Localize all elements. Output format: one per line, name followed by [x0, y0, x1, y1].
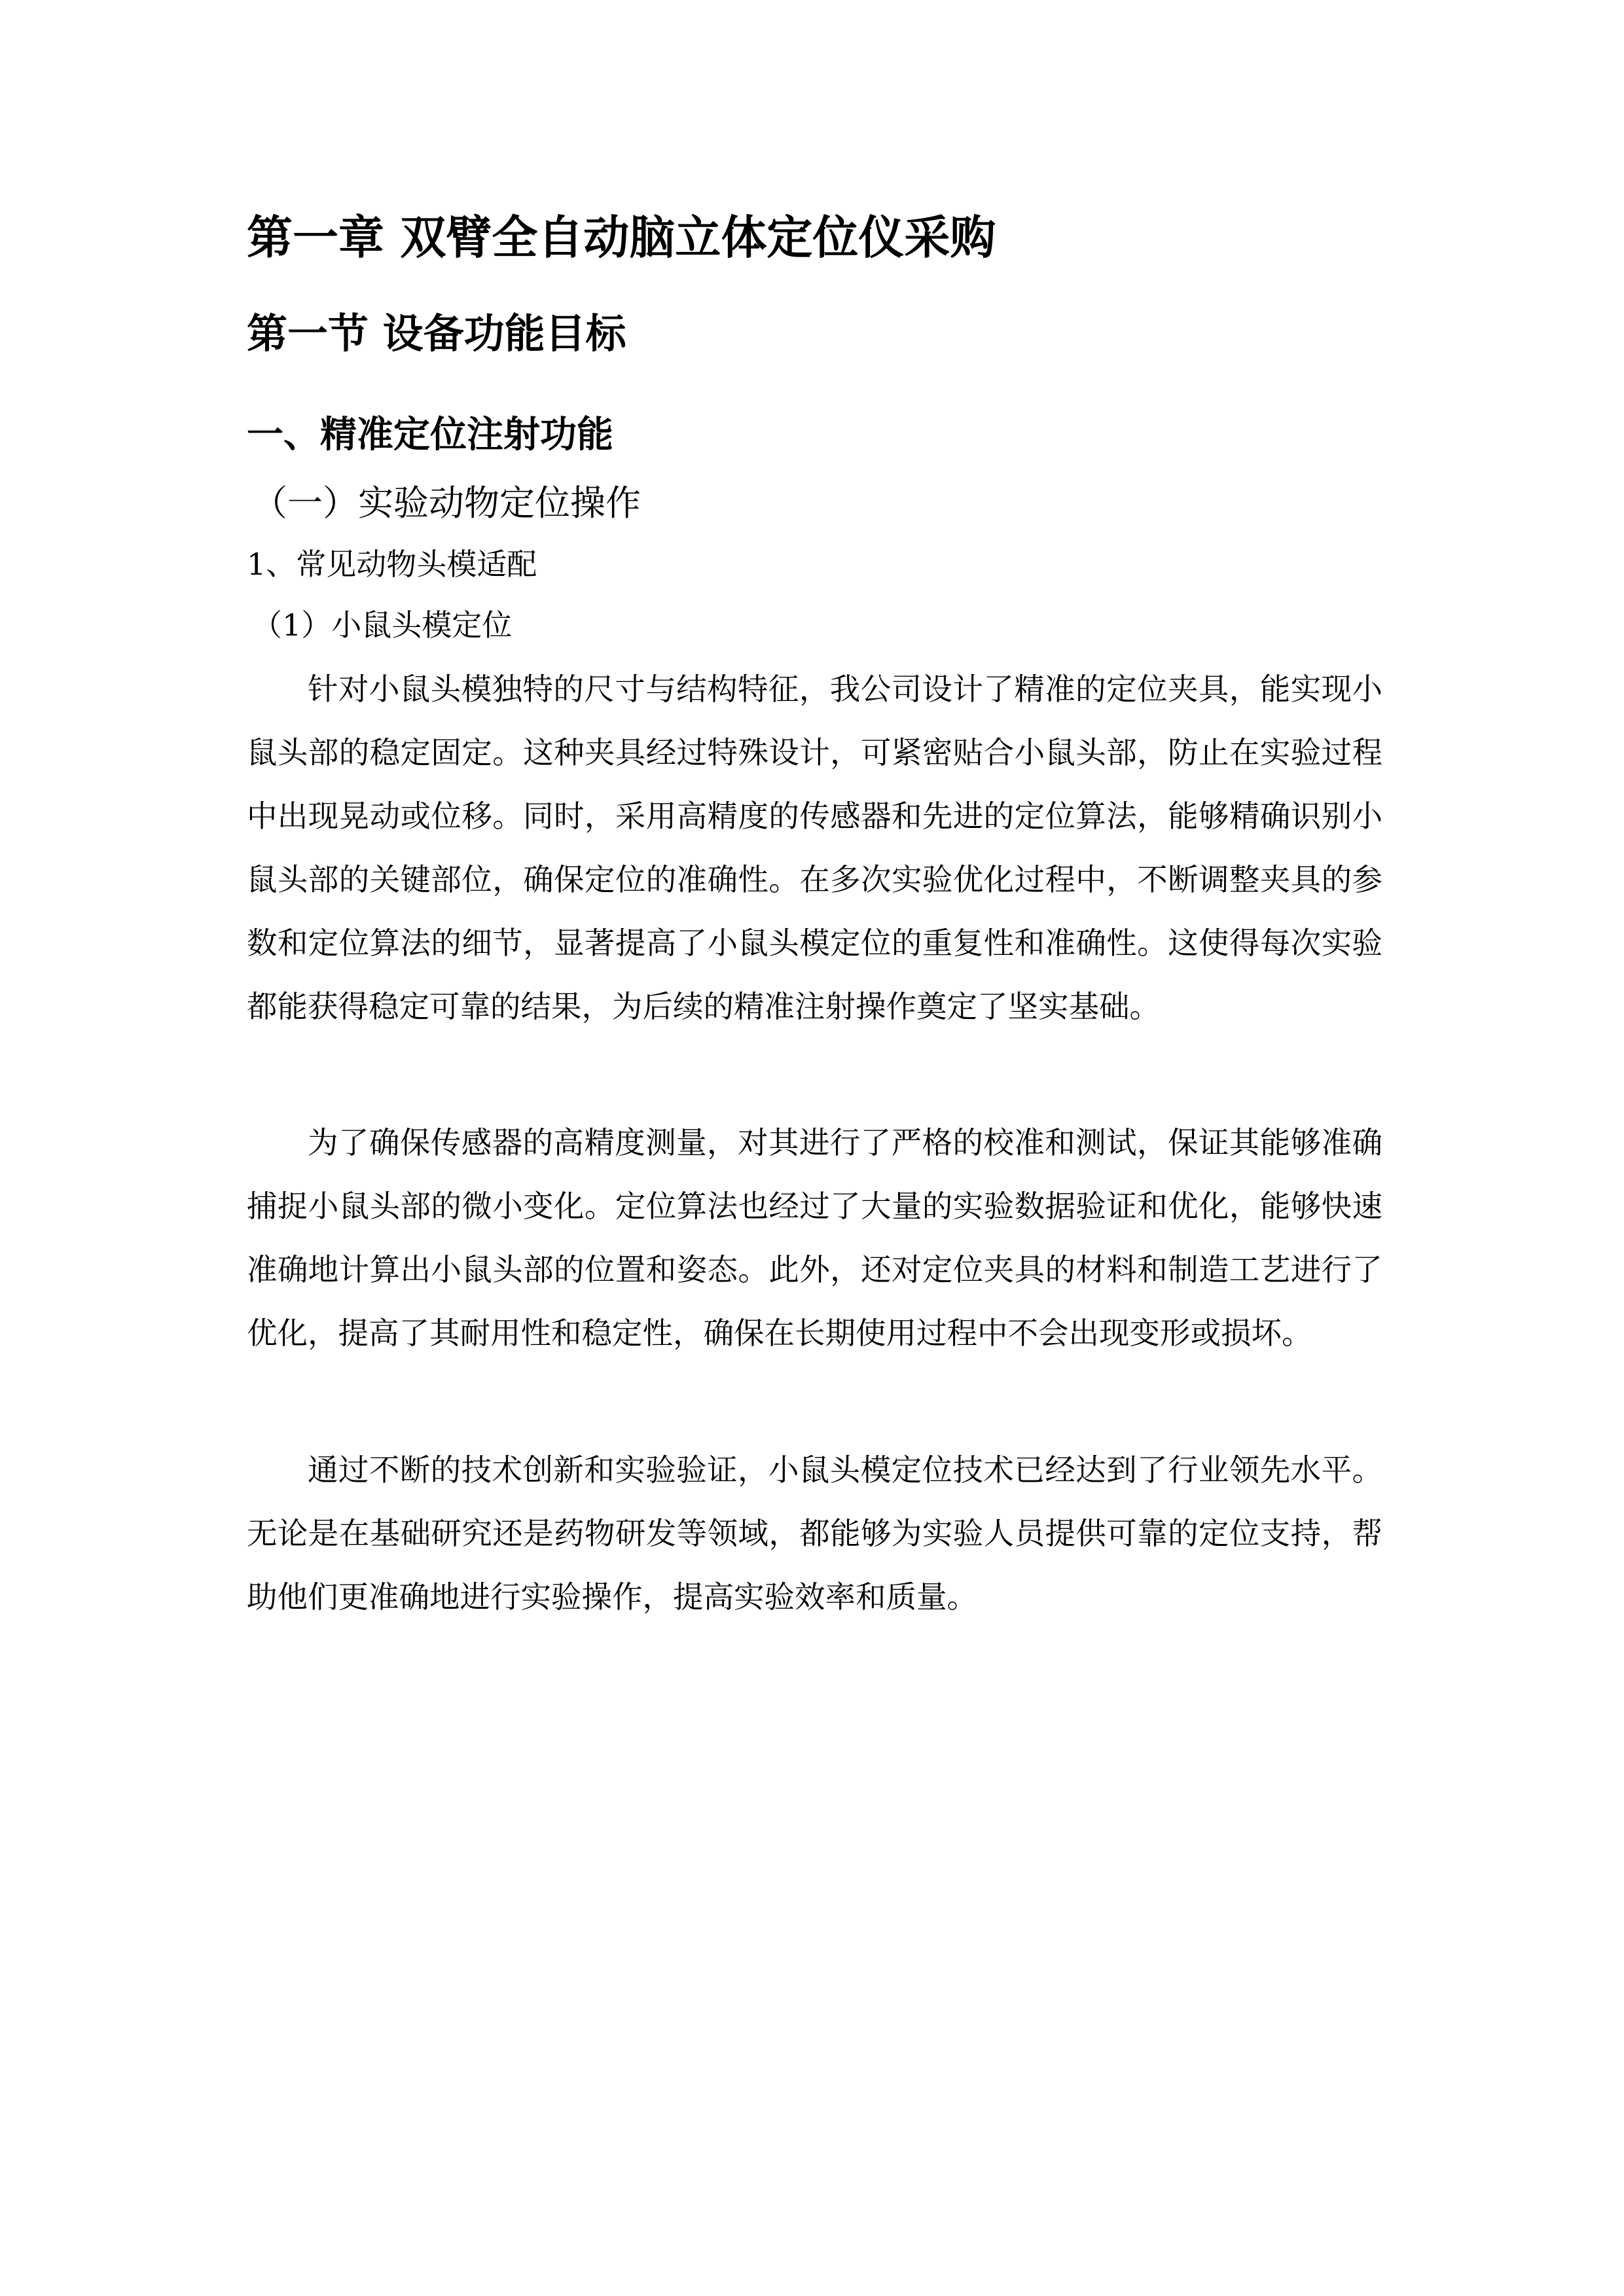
body-paragraph: 为了确保传感器的高精度测量，对其进行了严格的校准和测试，保证其能够准确捕捉小鼠头部的微小变化。定位算法也经过了大量的实验数据验证和优化，能够快速准确地计算出小鼠头部的位置和姿态。此外，还对定位夹具的材料和制造工艺进行了优化，提高了其耐用性和稳定性，确保在长期使用过程中不会出现变形或损坏。 — [247, 1125, 1382, 1351]
heading-level-2: （一）实验动物定位操作 — [252, 482, 641, 524]
body-paragraph: 通过不断的技术创新和实验验证，小鼠头模定位技术已经达到了行业领先水平。无论是在基础研究还是药物研发等领域，都能够为实验人员提供可靠的定位支持，帮助他们更准确地进行实验操作，提高实验效率和质量。 — [247, 1452, 1382, 1615]
heading-level-1: 一、精准定位注射功能 — [247, 414, 613, 456]
section-title: 第一节 设备功能目标 — [247, 310, 626, 357]
chapter-title: 第一章 双臂全自动脑立体定位仪采购 — [247, 211, 996, 264]
heading-level-4: （1）小鼠头模定位 — [252, 607, 513, 643]
heading-level-3: 1、常见动物头模适配 — [247, 547, 537, 582]
body-paragraph: 针对小鼠头模独特的尺寸与结构特征，我公司设计了精准的定位夹具，能实现小鼠头部的稳定固定。这种夹具经过特殊设计，可紧密贴合小鼠头部，防止在实验过程中出现晃动或位移。同时，采用高精度的传感器和先进的定位算法，能够精确识别小鼠头部的关键部位，确保定位的准确性。在多次实验优化过程中，不断调整夹具的参数和定位算法的细节，显著提高了小鼠头模定位的重复性和准确性。这使得每次实验都能获得稳定可靠的结果，为后续的精准注射操作奠定了坚实基础。 — [247, 672, 1382, 1024]
